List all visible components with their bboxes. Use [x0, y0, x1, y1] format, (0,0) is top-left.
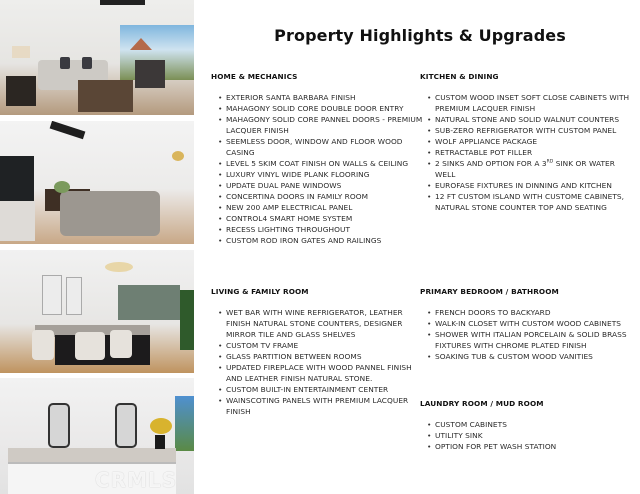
list-item: • CUSTOM WOOD INSET SOFT CLOSE CABINETS WITH PREMIUM LACQUER FINISH — [427, 92, 632, 114]
sink-text-rest: SINK OR WATER WELL — [435, 159, 615, 179]
list-item: • EUROFASE FIXTURES IN DINNING AND KITCHEN — [427, 180, 632, 191]
list-item: • LUXURY VINYL WIDE PLANK FLOORING — [218, 169, 423, 180]
list-item: • MAHAGONY SOLID CORE DOUBLE DOOR ENTRY — [218, 103, 423, 114]
list-item: • OPTION FOR PET WASH STATION — [427, 441, 632, 452]
section-heading: HOME & MECHANICS — [211, 72, 298, 81]
living-room-photo — [0, 0, 194, 115]
page-title: Property Highlights & Upgrades — [274, 26, 566, 45]
list-item: • MAHAGONY SOLID CORE PANNEL DOORS - PREMIUM LACQUER FINISH — [218, 114, 423, 136]
list-item: • WALK-IN CLOSET WITH CUSTOM WOOD CABINETS — [427, 318, 632, 329]
kitchen-photo — [0, 250, 194, 373]
list-item: • WOLF APPLIANCE PACKAGE — [427, 136, 632, 147]
list-item: • CONTROL4 SMART HOME SYSTEM — [218, 213, 423, 224]
list-item: • SUB-ZERO REFRIGERATOR WITH CUSTOM PANEL — [427, 125, 632, 136]
list-item: • 12 FT CUSTOM ISLAND WITH CUSTOME CABINETS, NATURAL STONE COUNTER TOP AND SEATING — [427, 191, 632, 213]
ordinal-suffix: RD — [546, 159, 554, 165]
list-item: • GLASS PARTITION BETWEEN ROOMS — [218, 351, 423, 362]
section-laundry-mud — [420, 399, 632, 452]
sink-text: 2 SINKS AND OPTION FOR A 3 — [435, 159, 547, 168]
list-item: • CUSTOM CABINETS — [427, 419, 632, 430]
list-item: • CUSTOM TV FRAME — [218, 340, 423, 351]
feature-list — [420, 307, 632, 362]
section-heading: KITCHEN & DINING — [420, 72, 499, 81]
section-living-family — [211, 287, 423, 417]
list-item: • RECESS LIGHTING THROUGHOUT — [218, 224, 423, 235]
feature-list — [420, 419, 632, 452]
list-item: • SHOWER WITH ITALIAN PORCELAIN & SOLID BRASS FIXTURES WITH CHROME PLATED FINISH — [427, 329, 632, 351]
list-item: • RETRACTABLE POT FILLER — [427, 147, 632, 158]
list-item: • UPDATED FIREPLACE WITH WOOD PANNEL FINISH AND LEATHER FINISH NATURAL STONE. — [218, 362, 423, 384]
section-primary-bed-bath — [420, 287, 632, 362]
list-item: • FRENCH DOORS TO BACKYARD — [427, 307, 632, 318]
list-item: • NEW 200 AMP ELECTRICAL PANEL — [218, 202, 423, 213]
feature-list — [211, 92, 423, 246]
photo-column — [0, 0, 195, 494]
great-room-photo — [0, 121, 194, 244]
list-item: • WET BAR WITH WINE REFRIGERATOR, LEATHER FINISH NATURAL STONE COUNTERS, DESIGNER MIRROR TILE AND GLASS SHELVES — [218, 307, 423, 340]
list-item: • LEVEL 5 SKIM COAT FINISH ON WALLS & CEILING — [218, 158, 423, 169]
list-item: • SEEMLESS DOOR, WINDOW AND FLOOR WOOD CASING — [218, 136, 423, 158]
list-item: • EXTERIOR SANTA BARBARA FINISH — [218, 92, 423, 103]
list-item: • CUSTOM BUILT-IN ENTERTAINMENT CENTER — [218, 384, 423, 395]
feature-list — [420, 92, 632, 213]
list-item — [427, 158, 632, 180]
list-item: • UPDATE DUAL PANE WINDOWS — [218, 180, 423, 191]
feature-list — [211, 307, 423, 417]
section-home-mechanics — [211, 72, 423, 246]
list-item: • WAINSCOTING PANELS WITH PREMIUM LACQUER FINISH — [218, 395, 423, 417]
list-item: • CUSTOM ROD IRON GATES AND RAILINGS — [218, 235, 423, 246]
list-item: • SOAKING TUB & CUSTOM WOOD VANITIES — [427, 351, 632, 362]
list-item: • CONCERTINA DOORS IN FAMILY ROOM — [218, 191, 423, 202]
list-item: • UTILITY SINK — [427, 430, 632, 441]
section-heading: PRIMARY BEDROOM / BATHROOM — [420, 287, 559, 296]
crmls-watermark: CRMLS — [95, 468, 178, 492]
section-kitchen-dining — [420, 72, 632, 213]
section-heading: LIVING & FAMILY ROOM — [211, 287, 309, 296]
list-item: • NATURAL STONE AND SOLID WALNUT COUNTERS — [427, 114, 632, 125]
section-heading: LAUNDRY ROOM / MUD ROOM — [420, 399, 544, 408]
